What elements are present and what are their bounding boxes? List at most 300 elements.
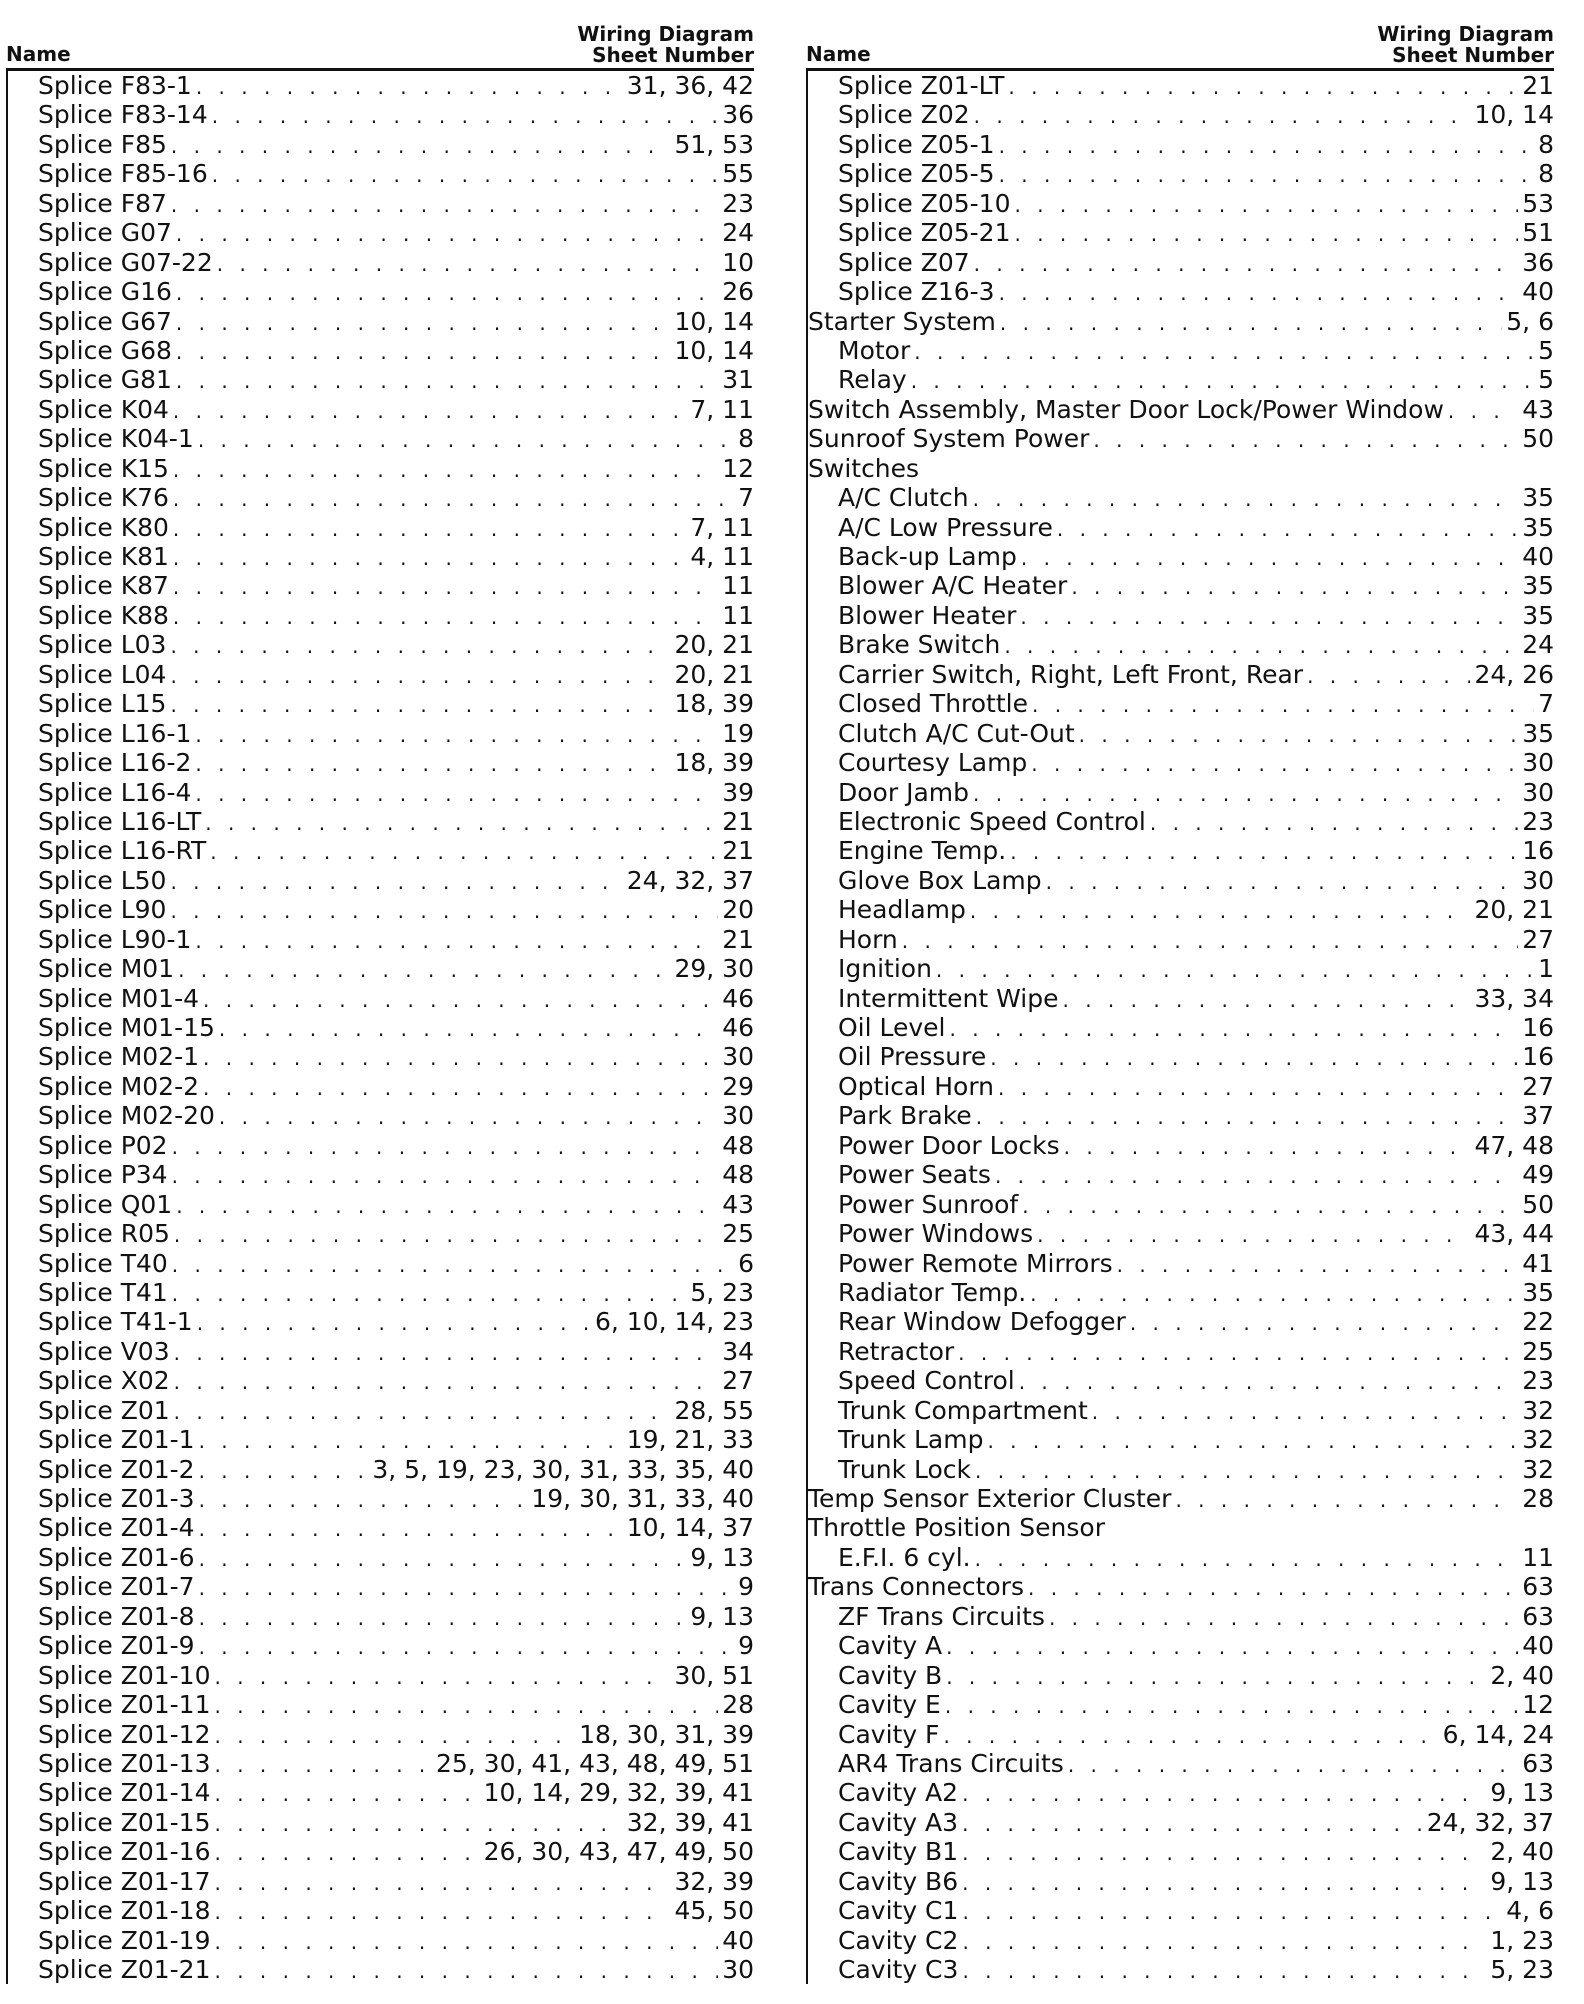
sheet-heading-line1: Wiring Diagram — [577, 22, 754, 46]
dot-leader — [946, 1663, 1486, 1692]
index-entry — [8, 1808, 754, 1837]
index-entry — [8, 1131, 754, 1160]
index-entry — [8, 984, 754, 1013]
dot-leader — [1150, 809, 1518, 838]
entry-sheet-numbers: 63 — [1522, 1572, 1554, 1602]
index-entry — [8, 454, 754, 483]
entry-sheet-numbers: 35 — [1522, 571, 1554, 601]
entry-name: Splice Z01-LT — [838, 71, 1005, 100]
dot-leader — [214, 1839, 479, 1868]
dot-leader — [173, 456, 718, 485]
entry-name: Splice G16 — [38, 277, 172, 307]
entry-name: Engine Temp. — [838, 836, 1007, 866]
entry-name: Headlamp — [838, 895, 966, 925]
index-entry — [8, 1013, 754, 1042]
entry-sheet-numbers: 10 — [722, 247, 754, 277]
entry-name: Cavity E — [838, 1690, 941, 1720]
index-entry — [8, 1602, 754, 1631]
index-entry — [8, 1778, 754, 1807]
entry-sheet-numbers: 6, 14, 24 — [1442, 1719, 1554, 1749]
entry-sheet-numbers: 41 — [1522, 1248, 1554, 1278]
entry-sheet-numbers: 30, 51 — [674, 1660, 754, 1690]
index-entry — [8, 307, 754, 336]
entry-name: Retractor — [838, 1336, 955, 1366]
entry-sheet-numbers: 25, 30, 41, 43, 48, 49, 51 — [435, 1748, 754, 1778]
dot-leader — [174, 1368, 719, 1397]
entry-name: Horn — [838, 924, 898, 954]
index-entry — [8, 807, 754, 836]
entry-name: A/C Clutch — [838, 483, 969, 513]
entry-name: Splice L90-1 — [38, 924, 192, 954]
entry-name: Cavity B1 — [838, 1837, 959, 1867]
entry-name: Motor — [838, 335, 911, 365]
entry-name: Splice F85-16 — [38, 159, 208, 189]
index-entry — [808, 542, 1554, 571]
index-entry — [8, 218, 754, 247]
index-entry — [808, 395, 1554, 424]
entry-sheet-numbers: 9 — [738, 1631, 754, 1661]
name-heading: Name — [806, 42, 871, 66]
index-entry — [808, 189, 1554, 218]
entry-name: Trunk Compartment — [838, 1395, 1088, 1425]
entry-sheet-numbers: 11 — [722, 600, 754, 630]
index-entry — [808, 277, 1554, 306]
index-entry — [8, 1484, 754, 1513]
entry-sheet-numbers: 9, 13 — [1490, 1866, 1554, 1896]
index-entry — [808, 1307, 1554, 1336]
entry-name: Cavity C2 — [838, 1925, 959, 1955]
entry-name: Splice K04-1 — [38, 424, 194, 454]
entry-sheet-numbers: 36 — [722, 100, 754, 130]
entry-name: Splice Z01-9 — [38, 1631, 195, 1661]
entry-sheet-numbers: 16 — [1522, 836, 1554, 866]
entry-name: Starter System — [808, 306, 996, 336]
entry-name: Door Jamb — [838, 777, 969, 807]
index-entry — [8, 277, 754, 306]
entry-name: Cavity B — [838, 1660, 943, 1690]
entry-sheet-numbers: 33, 34 — [1474, 983, 1554, 1013]
dot-leader — [973, 780, 1518, 809]
entry-name: Electronic Speed Control — [838, 806, 1146, 836]
entry-sheet-numbers: 6 — [738, 1248, 754, 1278]
entry-name: Blower Heater — [838, 600, 1017, 630]
entry-name: E.F.I. 6 cyl. — [838, 1542, 971, 1572]
entry-sheet-numbers: 31, 36, 42 — [626, 71, 754, 100]
index-entry — [8, 1631, 754, 1660]
entry-sheet-numbers: 8 — [1538, 159, 1554, 189]
entry-name: Splice T41-1 — [38, 1307, 193, 1337]
dot-leader — [172, 1162, 719, 1191]
entry-sheet-numbers: 40 — [1522, 1631, 1554, 1661]
index-entry — [8, 542, 754, 571]
entry-name: Splice L15 — [38, 689, 167, 719]
index-entry — [808, 1661, 1554, 1690]
index-entry — [8, 336, 754, 365]
entry-sheet-numbers: 24, 26 — [1474, 659, 1554, 689]
entry-sheet-numbers: 9, 13 — [690, 1542, 754, 1572]
entry-name: Splice L90 — [38, 895, 167, 925]
index-entry — [8, 1366, 754, 1395]
entry-sheet-numbers: 29 — [722, 1071, 754, 1101]
dot-leader — [170, 662, 670, 691]
dot-leader — [1010, 838, 1518, 867]
dot-leader — [999, 132, 1535, 161]
entry-name: Splice V03 — [38, 1336, 170, 1366]
entry-name: Splice M01 — [38, 954, 175, 984]
entry-name: Carrier Switch, Right, Left Front, Rear — [838, 659, 1304, 689]
entry-sheet-numbers: 53 — [1522, 188, 1554, 218]
index-entry — [8, 1425, 754, 1454]
entry-name: Cavity F — [838, 1719, 940, 1749]
entry-sheet-numbers: 47, 48 — [1474, 1130, 1554, 1160]
index-entry — [808, 1778, 1554, 1807]
entry-name: Cavity A2 — [838, 1778, 959, 1808]
entry-name: Splice Z01-11 — [38, 1690, 211, 1720]
entry-name: Splice L04 — [38, 659, 167, 689]
dot-leader — [214, 1869, 670, 1898]
index-entry — [808, 689, 1554, 718]
dot-leader — [970, 897, 1471, 926]
dot-leader — [1093, 426, 1518, 455]
entry-name: Splice Z01-7 — [38, 1572, 195, 1602]
index-entry — [8, 1543, 754, 1572]
entry-sheet-numbers: 5 — [1538, 335, 1554, 365]
entry-name: Splice K04 — [38, 394, 169, 424]
entry-name: Trans Connectors — [808, 1572, 1024, 1602]
entry-sheet-numbers: 51, 53 — [674, 129, 754, 159]
dot-leader — [199, 1545, 687, 1574]
entry-sheet-numbers: 10, 14 — [1474, 100, 1554, 130]
index-entry — [808, 1042, 1554, 1071]
entry-name: Splice M02-20 — [38, 1101, 215, 1131]
entry-name: Courtesy Lamp — [838, 748, 1028, 778]
index-entry — [8, 1690, 754, 1719]
index-entry — [808, 954, 1554, 983]
entry-name: Intermittent Wipe — [838, 983, 1059, 1013]
index-entry — [808, 1337, 1554, 1366]
entry-sheet-numbers: 7 — [738, 483, 754, 513]
entry-name: Splice M02-1 — [38, 1042, 200, 1072]
entry-sheet-numbers: 19 — [722, 718, 754, 748]
entry-sheet-numbers: 20 — [722, 895, 754, 925]
index-entry — [8, 1101, 754, 1130]
dot-leader — [975, 1545, 1519, 1574]
index-entry — [808, 866, 1554, 895]
entry-sheet-numbers: 36 — [1522, 247, 1554, 277]
left-column — [6, 14, 754, 1984]
entry-sheet-numbers: 1, 23 — [1490, 1925, 1554, 1955]
dot-leader — [172, 1133, 719, 1162]
dot-leader — [172, 1280, 687, 1309]
index-entry — [808, 100, 1554, 129]
dot-leader — [203, 1044, 718, 1073]
entry-name: Splice G81 — [38, 365, 172, 395]
entry-name: Splice K15 — [38, 453, 169, 483]
entry-name: Splice M01-4 — [38, 983, 200, 1013]
entry-name: Trunk Lock — [838, 1454, 971, 1484]
index-entry — [8, 1042, 754, 1071]
dot-leader — [173, 603, 718, 632]
dot-leader — [958, 1339, 1518, 1368]
dot-leader — [214, 1692, 718, 1721]
dot-leader — [214, 1810, 622, 1839]
index-entry — [8, 778, 754, 807]
entry-name: Park Brake — [838, 1101, 972, 1131]
index-entry — [808, 807, 1554, 836]
entry-sheet-numbers: 5 — [1538, 365, 1554, 395]
entry-sheet-numbers: 43 — [722, 1189, 754, 1219]
entry-sheet-numbers: 28 — [722, 1690, 754, 1720]
dot-leader — [902, 927, 1518, 956]
index-entry — [808, 1101, 1554, 1130]
name-heading: Name — [6, 42, 71, 66]
dot-leader — [199, 1633, 735, 1662]
dot-leader — [170, 691, 670, 720]
sheet-heading-line2: Sheet Number — [1392, 43, 1554, 67]
entry-sheet-numbers: 27 — [1522, 924, 1554, 954]
entry-sheet-numbers: 35 — [1522, 1277, 1554, 1307]
entry-sheet-numbers: 7 — [1538, 689, 1554, 719]
entry-name: Splice Z01-21 — [38, 1955, 211, 1984]
index-entry — [8, 689, 754, 718]
entry-sheet-numbers: 28, 55 — [674, 1395, 754, 1425]
dot-leader — [1032, 691, 1534, 720]
index-entry — [8, 1337, 754, 1366]
dot-leader — [171, 132, 671, 161]
dot-leader — [170, 897, 718, 926]
dot-leader — [974, 102, 1471, 131]
index-entry — [8, 660, 754, 689]
sheet-number-heading — [1377, 24, 1554, 66]
index-entry — [8, 130, 754, 159]
dot-leader — [214, 1722, 575, 1751]
entry-sheet-numbers: 7, 11 — [690, 394, 754, 424]
entry-name: Oil Level — [838, 1013, 946, 1042]
dot-leader — [173, 544, 686, 573]
index-entry — [8, 571, 754, 600]
dot-leader — [995, 1162, 1518, 1191]
index-entry — [8, 1219, 754, 1248]
sheet-heading-line1: Wiring Diagram — [1377, 22, 1554, 46]
entry-name: Splice L16-1 — [38, 718, 192, 748]
entry-sheet-numbers: 18, 30, 31, 39 — [579, 1719, 754, 1749]
entry-sheet-numbers: 24, 32, 37 — [1426, 1807, 1554, 1837]
entry-name: Ignition — [838, 954, 932, 984]
entry-sheet-numbers: 11 — [722, 571, 754, 601]
dot-leader — [1014, 191, 1518, 220]
entry-name: Splice K81 — [38, 542, 169, 571]
entry-name: Relay — [838, 365, 907, 395]
entry-sheet-numbers: 10, 14 — [674, 306, 754, 336]
entry-sheet-numbers: 21 — [722, 836, 754, 866]
dot-leader — [1000, 309, 1502, 338]
entry-sheet-numbers: 8 — [738, 424, 754, 454]
entry-name: Switches — [808, 453, 920, 483]
entry-name: Trunk Lamp — [838, 1425, 984, 1455]
entry-sheet-numbers: 48 — [722, 1130, 754, 1160]
dot-leader — [1175, 1486, 1518, 1515]
entry-sheet-numbers: 10, 14, 37 — [626, 1513, 754, 1543]
dot-leader — [199, 1486, 528, 1515]
dot-leader — [214, 1957, 718, 1986]
entry-sheet-numbers: 26, 30, 43, 47, 49, 50 — [483, 1837, 754, 1867]
entry-name: Splice K87 — [38, 571, 169, 601]
entry-sheet-numbers: 34 — [722, 1336, 754, 1366]
entry-sheet-numbers: 5, 23 — [1490, 1955, 1554, 1984]
entry-name: Back-up Lamp — [838, 542, 1017, 571]
dot-leader — [176, 338, 671, 367]
entry-sheet-numbers: 35 — [1522, 600, 1554, 630]
entry-sheet-numbers: 40 — [722, 1925, 754, 1955]
index-entry — [808, 248, 1554, 277]
dot-leader — [999, 279, 1519, 308]
dot-leader — [962, 1839, 1486, 1868]
index-entry — [8, 1955, 754, 1984]
entry-sheet-numbers: 20, 21 — [674, 630, 754, 660]
entry-sheet-numbers: 12 — [722, 453, 754, 483]
entry-sheet-numbers: 29, 30 — [674, 954, 754, 984]
entry-name: Splice Z01-17 — [38, 1866, 211, 1896]
dot-leader — [199, 1515, 623, 1544]
entry-sheet-numbers: 30 — [722, 1101, 754, 1131]
entry-name: Splice K80 — [38, 512, 169, 542]
index-entry — [808, 1896, 1554, 1925]
index-entry — [808, 1455, 1554, 1484]
dot-leader — [1079, 721, 1519, 750]
index-entry — [808, 1513, 1554, 1542]
dot-leader — [1049, 1604, 1518, 1633]
dot-leader — [1062, 986, 1470, 1015]
index-entry — [8, 189, 754, 218]
index-entry — [8, 1278, 754, 1307]
dot-leader — [212, 161, 718, 190]
entry-name: Splice L16-RT — [38, 836, 207, 866]
index-entry — [808, 630, 1554, 659]
dot-leader — [1307, 662, 1470, 691]
index-entry — [8, 719, 754, 748]
dot-leader — [195, 721, 718, 750]
index-entry — [8, 748, 754, 777]
dot-leader — [210, 838, 718, 867]
dot-leader — [914, 338, 1534, 367]
entry-name: Splice T41 — [38, 1277, 168, 1307]
dot-leader — [176, 367, 718, 396]
dot-leader — [1004, 632, 1518, 661]
index-entry — [808, 1072, 1554, 1101]
entry-sheet-numbers: 7, 11 — [690, 512, 754, 542]
index-entry — [808, 307, 1554, 336]
index-entry — [808, 1160, 1554, 1189]
entry-sheet-numbers: 18, 39 — [674, 689, 754, 719]
index-entry — [808, 1425, 1554, 1454]
dot-leader — [945, 1692, 1518, 1721]
dot-leader — [975, 1457, 1518, 1486]
entry-name: Blower A/C Heater — [838, 571, 1068, 601]
sheet-number-heading — [577, 24, 754, 66]
dot-leader — [987, 1427, 1518, 1456]
entry-name: Optical Horn — [838, 1071, 995, 1101]
index-entry — [808, 336, 1554, 365]
entry-sheet-numbers: 25 — [1522, 1336, 1554, 1366]
entry-name: Splice F83-14 — [38, 100, 208, 130]
dot-leader — [1068, 1751, 1518, 1780]
entry-sheet-numbers: 19, 30, 31, 33, 40 — [531, 1484, 754, 1513]
entry-name: Splice Z05-5 — [838, 159, 995, 189]
dot-leader — [214, 1928, 718, 1957]
entry-sheet-numbers: 5, 6 — [1506, 306, 1554, 336]
index-entry — [808, 836, 1554, 865]
dot-leader — [1130, 1309, 1518, 1338]
index-entry — [8, 630, 754, 659]
entry-sheet-numbers: 39 — [722, 777, 754, 807]
dot-leader — [1092, 1398, 1518, 1427]
entry-sheet-numbers: 46 — [722, 1013, 754, 1042]
entry-sheet-numbers: 43 — [1522, 394, 1554, 424]
index-entry — [8, 1867, 754, 1896]
entry-sheet-numbers: 21 — [722, 924, 754, 954]
entry-name: Splice Z01-8 — [38, 1601, 195, 1631]
dot-leader — [172, 1251, 734, 1280]
entry-sheet-numbers: 23 — [722, 188, 754, 218]
entry-name: Power Door Locks — [838, 1130, 1060, 1160]
entry-name: Splice Z01-4 — [38, 1513, 195, 1543]
entry-name: Switch Assembly, Master Door Lock/Power Window — [808, 394, 1444, 424]
entry-sheet-numbers: 32, 39 — [674, 1866, 754, 1896]
entry-name: Splice G07 — [38, 218, 172, 248]
dot-leader — [1028, 1574, 1518, 1603]
entry-name: Radiator Temp. — [838, 1277, 1027, 1307]
entry-name: Power Windows — [838, 1219, 1034, 1249]
index-entry — [808, 1690, 1554, 1719]
dot-leader — [1022, 1192, 1518, 1221]
index-entry — [808, 130, 1554, 159]
entry-name: Cavity A3 — [838, 1807, 959, 1837]
entry-name: Glove Box Lamp — [838, 865, 1042, 895]
entry-name: Splice L16-4 — [38, 777, 192, 807]
entry-sheet-numbers: 55 — [722, 159, 754, 189]
entry-name: Splice T40 — [38, 1248, 168, 1278]
dot-leader — [943, 1722, 1438, 1751]
entry-sheet-numbers: 6, 10, 14, 23 — [594, 1307, 754, 1337]
index-entry — [8, 601, 754, 630]
entry-name: Splice Z01-3 — [38, 1484, 195, 1513]
dot-leader — [176, 220, 718, 249]
sheet-heading-line2: Sheet Number — [592, 43, 754, 67]
entry-name: Splice Z01-6 — [38, 1542, 195, 1572]
index-entry — [8, 895, 754, 924]
index-entry — [808, 1278, 1554, 1307]
entry-sheet-numbers: 10, 14 — [674, 335, 754, 365]
dot-leader — [1064, 1133, 1471, 1162]
dot-leader — [174, 1339, 719, 1368]
dot-leader — [1046, 868, 1519, 897]
dot-leader — [962, 1898, 1502, 1927]
dot-leader — [1008, 73, 1518, 102]
right-column — [806, 14, 1554, 1984]
index-entry — [808, 1749, 1554, 1778]
dot-leader — [974, 250, 1519, 279]
index-entry — [808, 1543, 1554, 1572]
index-entry — [8, 1190, 754, 1219]
entry-name: Splice Z01-19 — [38, 1925, 211, 1955]
dot-leader — [195, 927, 718, 956]
dot-leader — [173, 573, 718, 602]
index-entry — [8, 1307, 754, 1336]
entry-sheet-numbers: 12 — [1522, 1690, 1554, 1720]
index-entry — [8, 836, 754, 865]
index-entry — [8, 424, 754, 453]
entry-sheet-numbers: 19, 21, 33 — [626, 1425, 754, 1455]
